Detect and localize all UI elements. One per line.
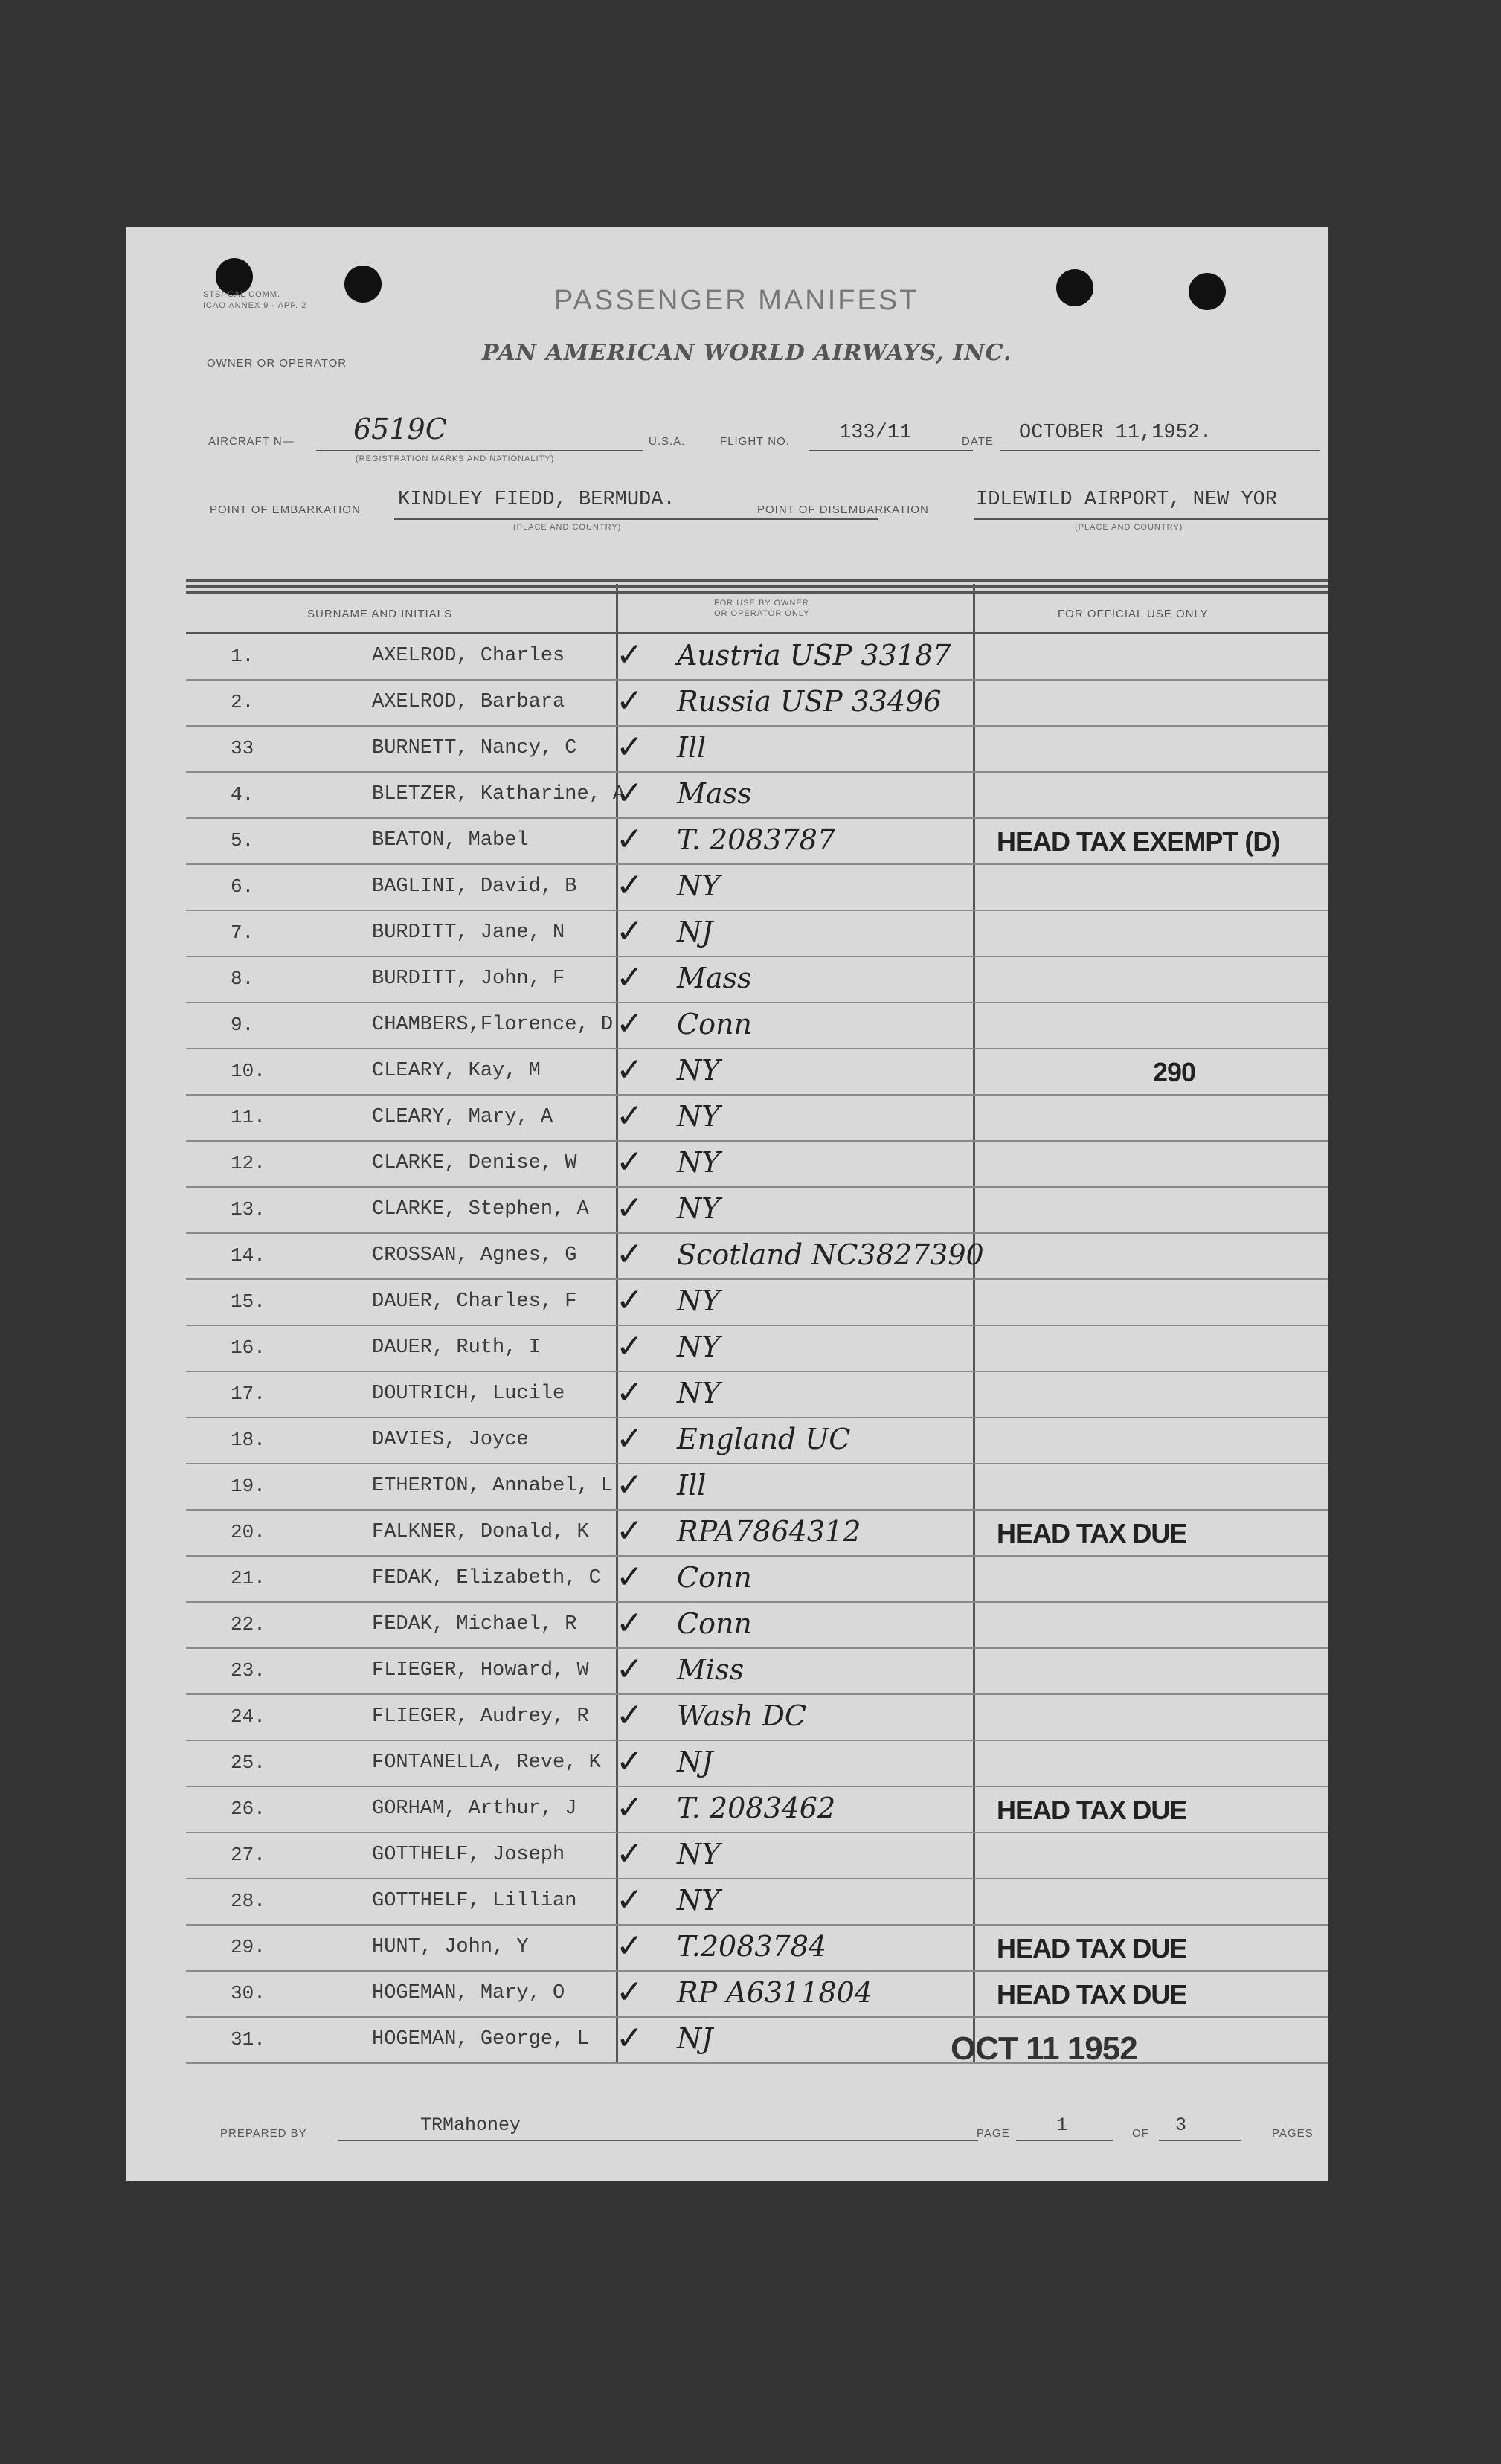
table-row [186, 1557, 1328, 1603]
check-mark-icon: ✓ [616, 1927, 643, 1965]
of-label: OF [1132, 2127, 1149, 2140]
row-number: 10. [231, 1060, 266, 1082]
check-mark-icon: ✓ [616, 866, 643, 904]
passenger-name: CLARKE, Denise, W [372, 1152, 577, 1174]
row-number: 15. [231, 1290, 266, 1313]
table-row [186, 1511, 1328, 1557]
owner-note: Mass [677, 962, 752, 994]
row-number: 22. [231, 1613, 266, 1635]
table-row [186, 1234, 1328, 1280]
passenger-name: CLARKE, Stephen, A [372, 1198, 589, 1220]
passenger-name: CROSSAN, Agnes, G [372, 1244, 577, 1267]
row-number: 5. [231, 829, 254, 852]
row-number: 14. [231, 1244, 266, 1267]
row-number: 16. [231, 1336, 266, 1359]
page-label: PAGE [977, 2127, 1010, 2140]
official-note: HEAD TAX EXEMPT (D) [997, 826, 1280, 857]
table-row [186, 1188, 1328, 1234]
row-number: 26. [231, 1798, 266, 1820]
table-row [186, 1833, 1328, 1879]
official-note: HEAD TAX DUE [997, 1979, 1187, 2010]
punch-hole [1056, 269, 1093, 306]
table-row [186, 1280, 1328, 1326]
table-row [186, 681, 1328, 727]
table-row [186, 819, 1328, 865]
aircraft-label: AIRCRAFT N— [208, 435, 295, 448]
row-number: 18. [231, 1429, 266, 1451]
table-row [186, 1326, 1328, 1372]
table-row [186, 865, 1328, 911]
check-mark-icon: ✓ [616, 1558, 643, 1596]
check-mark-icon: ✓ [616, 774, 643, 812]
owner-note: Scotland NC3827390 [677, 1238, 984, 1271]
check-mark-icon: ✓ [616, 1466, 643, 1504]
owner-note: Wash DC [677, 1699, 807, 1732]
check-mark-icon: ✓ [616, 682, 643, 720]
passenger-name: DAUER, Charles, F [372, 1290, 577, 1313]
official-note: HEAD TAX DUE [997, 1795, 1187, 1825]
owner-note: NY [677, 1100, 721, 1133]
passenger-name: BAGLINI, David, B [372, 875, 577, 898]
table-row [186, 1787, 1328, 1833]
passenger-name: DAUER, Ruth, I [372, 1336, 541, 1359]
owner-note: T. 2083787 [677, 823, 836, 856]
place-note-embarkation: (PLACE AND COUNTRY) [513, 523, 622, 532]
owner-note: Russia USP 33496 [677, 685, 942, 718]
owner-note: Ill [677, 731, 707, 764]
row-number: 23. [231, 1659, 266, 1682]
table-row [186, 911, 1328, 957]
pages-label: PAGES [1272, 2127, 1314, 2140]
owner-note: Mass [677, 777, 752, 810]
passenger-name: AXELROD, Barbara [372, 691, 565, 713]
table-row [186, 1649, 1328, 1695]
punch-hole [344, 266, 382, 303]
flight-label: FLIGHT NO. [720, 435, 790, 448]
country-text: U.S.A. [649, 435, 686, 448]
passenger-name: ETHERTON, Annabel, L [372, 1475, 614, 1497]
row-number: 8. [231, 968, 254, 990]
check-mark-icon: ✓ [616, 1881, 643, 1919]
official-note: HEAD TAX DUE [997, 1933, 1187, 1963]
row-number: 29. [231, 1936, 266, 1958]
table-row [186, 1972, 1328, 2018]
check-mark-icon: ✓ [616, 1235, 643, 1273]
passenger-name: GORHAM, Arthur, J [372, 1798, 577, 1820]
passenger-name: BURDITT, Jane, N [372, 921, 565, 944]
row-number: 6. [231, 875, 254, 898]
check-mark-icon: ✓ [616, 1835, 643, 1873]
owner-note: NY [677, 869, 721, 902]
row-rule [186, 2062, 1328, 2064]
owner-note: NY [677, 1192, 721, 1225]
owner-note: Conn [677, 1561, 752, 1594]
row-number: 2. [231, 691, 254, 713]
row-number: 31. [231, 2028, 266, 2050]
check-mark-icon: ✓ [616, 1051, 643, 1089]
column-owner-use-2: OR OPERATOR ONLY [714, 609, 810, 618]
passenger-name: FALKNER, Donald, K [372, 1521, 589, 1543]
table-row [186, 773, 1328, 819]
disembarkation-place: IDLEWILD AIRPORT, NEW YOR [976, 489, 1278, 511]
row-number: 19. [231, 1475, 266, 1497]
column-surname: SURNAME AND INITIALS [307, 608, 453, 620]
passenger-name: AXELROD, Charles [372, 645, 565, 667]
passenger-name: HOGEMAN, Mary, O [372, 1982, 565, 2004]
row-number: 27. [231, 1844, 266, 1866]
header-divider [186, 579, 1328, 582]
row-number: 1. [231, 645, 254, 667]
check-mark-icon: ✓ [616, 1097, 643, 1135]
column-owner-use-1: FOR USE BY OWNER [714, 599, 809, 608]
check-mark-icon: ✓ [616, 1512, 643, 1550]
table-row [186, 1096, 1328, 1142]
table-row [186, 1926, 1328, 1972]
check-mark-icon: ✓ [616, 728, 643, 766]
row-number: 33 [231, 737, 254, 759]
form-ref-line1: STS/-CAL COMM. [203, 290, 281, 299]
passenger-name: DAVIES, Joyce [372, 1429, 529, 1451]
owner-note: NY [677, 1884, 721, 1917]
passenger-name: HUNT, John, Y [372, 1936, 529, 1958]
owner-note: NJ [677, 916, 713, 948]
table-row [186, 634, 1328, 681]
owner-note: NY [677, 1054, 721, 1087]
table-row [186, 1142, 1328, 1188]
check-mark-icon: ✓ [616, 1789, 643, 1827]
row-number: 9. [231, 1014, 254, 1036]
passenger-name: DOUTRICH, Lucile [372, 1383, 565, 1405]
owner-note: T.2083784 [677, 1930, 827, 1963]
row-number: 4. [231, 783, 254, 805]
passenger-name: FONTANELLA, Reve, K [372, 1752, 601, 1774]
embarkation-label: POINT OF EMBARKATION [210, 504, 361, 516]
owner-note: RPA7864312 [677, 1515, 861, 1548]
owner-note: RP A6311804 [677, 1976, 872, 2009]
manifest-title: PASSENGER MANIFEST [554, 285, 919, 316]
row-number: 20. [231, 1521, 266, 1543]
table-row [186, 1741, 1328, 1787]
owner-note: Conn [677, 1607, 752, 1640]
owner-note: Conn [677, 1008, 752, 1040]
official-note: HEAD TAX DUE [997, 1518, 1187, 1548]
row-number: 30. [231, 1982, 266, 2004]
passenger-name: BURDITT, John, F [372, 968, 565, 990]
passenger-name: GOTTHELF, Joseph [372, 1844, 565, 1866]
check-mark-icon: ✓ [616, 1604, 643, 1642]
official-note: 290 [1153, 1057, 1196, 1087]
passenger-name: HOGEMAN, George, L [372, 2028, 589, 2050]
table-row [186, 1695, 1328, 1741]
owner-note: NY [677, 1331, 721, 1363]
page-number: 1 [1056, 2114, 1068, 2136]
passenger-name: BURNETT, Nancy, C [372, 737, 577, 759]
column-official: FOR OFFICIAL USE ONLY [1058, 608, 1209, 620]
owner-note: NY [677, 1377, 721, 1409]
owner-note: Austria USP 33187 [677, 639, 951, 672]
date-label: DATE [962, 435, 994, 448]
flight-number: 133/11 [839, 422, 912, 444]
owner-note: NJ [677, 2022, 713, 2055]
page-total: 3 [1175, 2114, 1187, 2136]
passenger-name: CLEARY, Mary, A [372, 1106, 553, 1128]
owner-note: Ill [677, 1469, 707, 1502]
owner-note: NY [677, 1284, 721, 1317]
check-mark-icon: ✓ [616, 1420, 643, 1458]
passenger-name: BEATON, Mabel [372, 829, 529, 852]
check-mark-icon: ✓ [616, 1143, 643, 1181]
prepared-by: TRMahoney [420, 2114, 521, 2136]
check-mark-icon: ✓ [616, 820, 643, 858]
check-mark-icon: ✓ [616, 1973, 643, 2011]
table-row [186, 1879, 1328, 1926]
check-mark-icon: ✓ [616, 1374, 643, 1412]
row-number: 17. [231, 1383, 266, 1405]
passenger-name: CHAMBERS,Florence, D [372, 1014, 614, 1036]
table-row [186, 957, 1328, 1003]
check-mark-icon: ✓ [616, 1696, 643, 1734]
passenger-name: FLIEGER, Howard, W [372, 1659, 589, 1682]
manifest-sheet [126, 227, 1328, 2181]
owner-note: T. 2083462 [677, 1792, 836, 1824]
place-note-disembarkation: (PLACE AND COUNTRY) [1075, 523, 1183, 532]
row-number: 24. [231, 1705, 266, 1728]
check-mark-icon: ✓ [616, 1328, 643, 1366]
form-ref-line2: ICAO ANNEX 9 - APP. 2 [203, 301, 307, 310]
table-row [186, 1603, 1328, 1649]
operator-name: PAN AMERICAN WORLD AIRWAYS, INC. [482, 340, 1012, 366]
check-mark-icon: ✓ [616, 959, 643, 997]
check-mark-icon: ✓ [616, 1005, 643, 1043]
passenger-name: BLETZER, Katharine, A [372, 783, 626, 805]
registration-note: (REGISTRATION MARKS AND NATIONALITY) [356, 454, 555, 463]
owner-note: Miss [677, 1653, 745, 1686]
row-number: 11. [231, 1106, 266, 1128]
check-mark-icon: ✓ [616, 2019, 643, 2057]
check-mark-icon: ✓ [616, 1650, 643, 1688]
check-mark-icon: ✓ [616, 1189, 643, 1227]
flight-date: OCTOBER 11,1952. [1019, 422, 1212, 444]
embarkation-place: KINDLEY FIEDD, BERMUDA. [398, 489, 675, 511]
table-row [186, 2018, 1328, 2064]
passenger-name: FEDAK, Michael, R [372, 1613, 577, 1635]
row-number: 25. [231, 1752, 266, 1774]
row-number: 13. [231, 1198, 266, 1220]
owner-label: OWNER OR OPERATOR [207, 357, 347, 370]
aircraft-number: 6519C [353, 413, 447, 445]
owner-note: NJ [677, 1746, 713, 1778]
prepared-label: PREPARED BY [220, 2127, 307, 2140]
passenger-name: GOTTHELF, Lillian [372, 1890, 577, 1912]
date-stamp: OCT 11 1952 [951, 2030, 1137, 2067]
owner-note: NY [677, 1838, 721, 1870]
table-row [186, 1418, 1328, 1464]
check-mark-icon: ✓ [616, 636, 643, 674]
owner-note: England UC [677, 1423, 851, 1455]
passenger-name: FEDAK, Elizabeth, C [372, 1567, 601, 1589]
owner-note: NY [677, 1146, 721, 1179]
disembarkation-label: POINT OF DISEMBARKATION [757, 504, 929, 516]
table-row [186, 1372, 1328, 1418]
punch-hole [1189, 273, 1226, 310]
passenger-name: FLIEGER, Audrey, R [372, 1705, 589, 1728]
row-number: 28. [231, 1890, 266, 1912]
table-row [186, 1049, 1328, 1096]
table-row [186, 1003, 1328, 1049]
check-mark-icon: ✓ [616, 913, 643, 950]
check-mark-icon: ✓ [616, 1281, 643, 1319]
row-number: 21. [231, 1567, 266, 1589]
row-number: 12. [231, 1152, 266, 1174]
table-row [186, 1464, 1328, 1511]
passenger-name: CLEARY, Kay, M [372, 1060, 541, 1082]
row-number: 7. [231, 921, 254, 944]
check-mark-icon: ✓ [616, 1743, 643, 1781]
table-row [186, 727, 1328, 773]
